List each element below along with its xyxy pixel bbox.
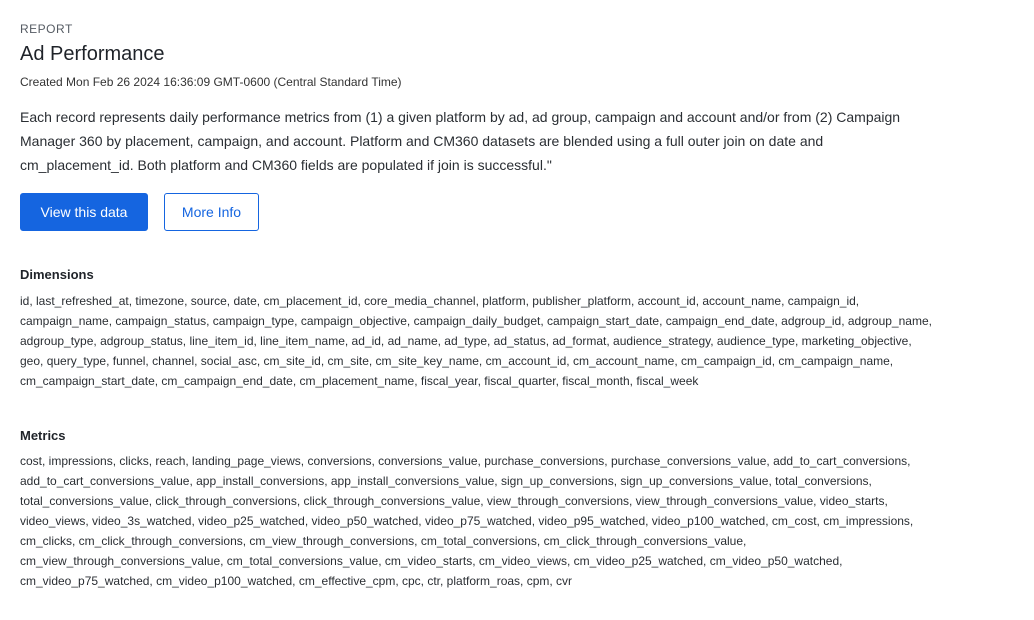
report-description [20,105,1020,177]
description-line: Each record represents daily performance metrics from (1) a given platform by ad, ad group, campaign and account and/or from (2) Campaign [20,109,901,125]
dimensions-line: adgroup_type, adgroup_status, line_item_id, line_item_name, ad_id, ad_name, ad_type, ad_status, ad_format, audience_strategy, audience_type, marketing_objective, [20,334,912,348]
dimensions-list [20,291,932,391]
dimensions-line: geo, query_type, funnel, channel, social_asc, cm_site_id, cm_site, cm_site_key_name, cm_account_id, cm_account_name, cm_campaign_id, cm_campaign_name, [20,354,894,368]
metrics-line: cm_video_p75_watched, cm_video_p100_watched, cm_effective_cpm, cpc, ctr, platform_roas, cpm, cvr [20,574,573,588]
metrics-heading: Metrics [20,428,66,443]
created-timestamp: Created Mon Feb 26 2024 16:36:09 GMT-0600 (Central Standard Time) [20,75,402,89]
report-eyebrow: REPORT [20,22,73,36]
metrics-line: cost, impressions, clicks, reach, landing_page_views, conversions, conversions_value, purchase_conversions, purchase_conversions_value, add_to_cart_conversions, [20,454,911,468]
description-line: Manager 360 by placement, campaign, and account. Platform and CM360 datasets are blended using a full outer join on date and [20,133,824,149]
description-line: cm_placement_id. Both platform and CM360 fields are populated if join is successful." [20,157,552,173]
metrics-list [20,451,913,591]
metrics-line: cm_clicks, cm_click_through_conversions, cm_view_through_conversions, cm_total_conversions, cm_click_through_conversions_value, [20,534,747,548]
dimensions-line: cm_campaign_start_date, cm_campaign_end_date, cm_placement_name, fiscal_year, fiscal_quarter, fiscal_month, fiscal_week [20,374,699,388]
metrics-line: cm_view_through_conversions_value, cm_total_conversions_value, cm_video_starts, cm_video_views, cm_video_p25_watched, cm_video_p50_watched, [20,554,843,568]
view-this-data-button[interactable]: View this data [20,193,148,231]
metrics-line: video_views, video_3s_watched, video_p25_watched, video_p50_watched, video_p75_watched, video_p95_watched, video_p100_watched, cm_cost, cm_impressions, [20,514,914,528]
metrics-line: add_to_cart_conversions_value, app_install_conversions, app_install_conversions_value, sign_up_conversions, sign_up_conversions_value, total_conversions, [20,474,872,488]
metrics-line: total_conversions_value, click_through_conversions, click_through_conversions_value, view_through_conversions, view_through_conversions_value, video_starts, [20,494,888,508]
dimensions-line: id, last_refreshed_at, timezone, source, date, cm_placement_id, core_media_channel, platform, publisher_platform, account_id, account_name, campaign_id, [20,294,860,308]
more-info-button[interactable]: More Info [164,193,259,231]
page-title: Ad Performance [20,43,165,65]
dimensions-heading: Dimensions [20,267,94,282]
dimensions-line: campaign_name, campaign_status, campaign_type, campaign_objective, campaign_daily_budget, campaign_start_date, campaign_end_date, adgroup_id, adgroup_name, [20,314,932,328]
